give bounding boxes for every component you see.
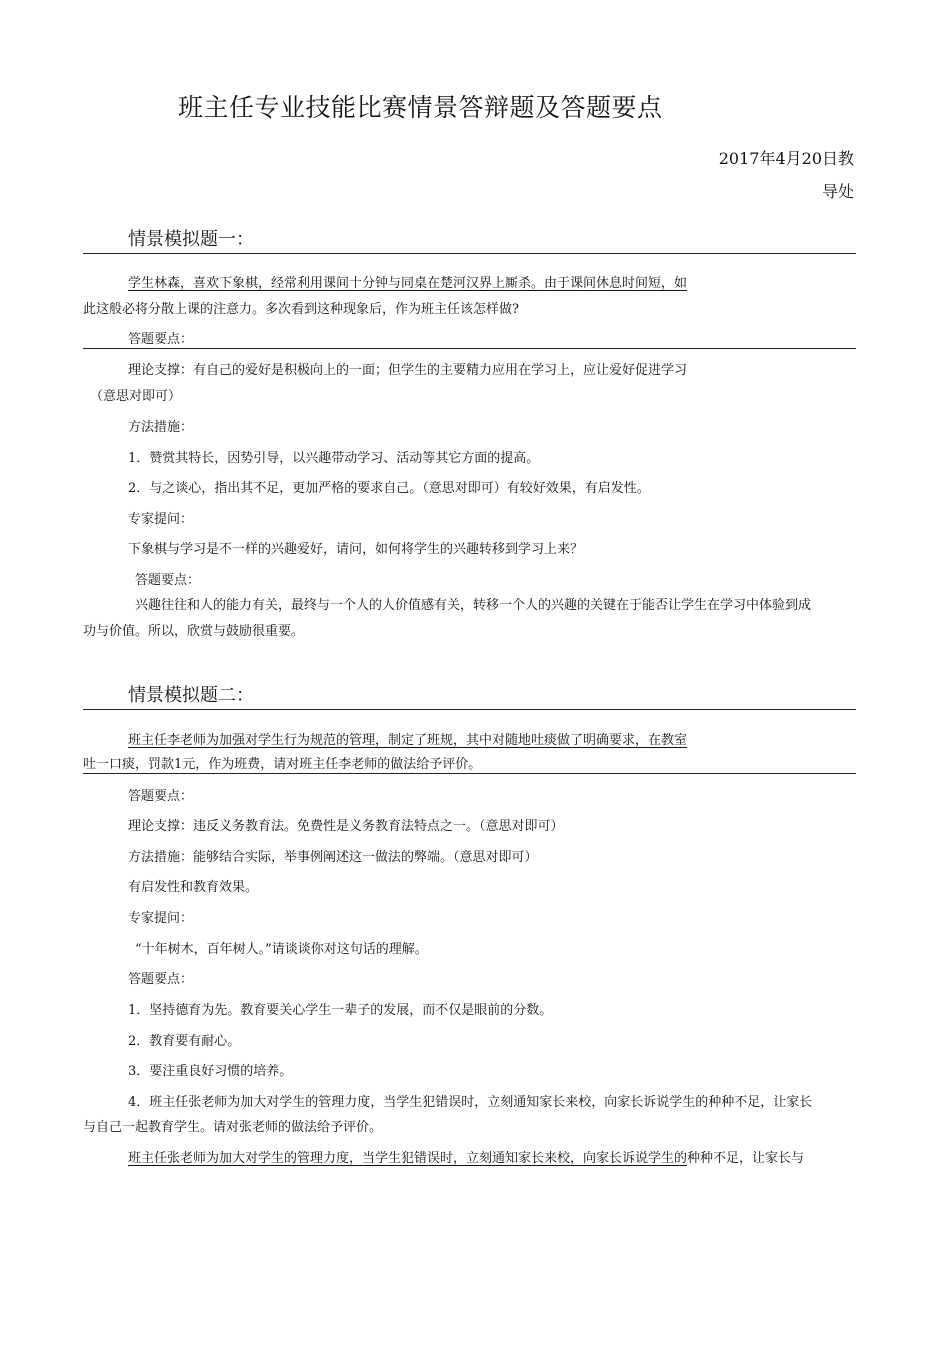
s1-theory-line-1: 理论支撑：有自己的爱好是积极向上的一面；但学生的主要精力应用在学习上，应让爱好促进学习: [128, 363, 688, 378]
s2-question-line-2: 吐一口痰，罚款1元，作为班费，请对班主任李老师的做法给予评价。: [83, 757, 482, 772]
s2-method: 方法措施：能够结合实际，举事例阐述这一做法的弊端。（意思对即可）: [128, 850, 538, 865]
document-title: 班主任专业技能比赛情景答辩题及答题要点: [178, 93, 663, 122]
s1-expert-answer-line-2: 功与价值。所以，欣赏与鼓励很重要。: [83, 624, 305, 639]
s1-method-2: 2．与之谈心，指出其不足，更加严格的要求自己。（意思对即可）有较好效果，有启发性。: [128, 481, 650, 496]
s2-last-line-rest: 种种不足，让家长与: [687, 1151, 805, 1166]
s2-answer-label-2: 答题要点：: [128, 972, 194, 987]
s2-theory: 理论支撑：违反义务教育法。免费性是义务教育法特点之一。（意思对即可）: [128, 819, 564, 834]
s2-answer-label: 答题要点：: [128, 789, 194, 804]
s1-answer-label: 答题要点：: [128, 332, 194, 347]
s2-expert-label: 专家提问：: [128, 911, 194, 926]
section-2-rule: [83, 709, 856, 710]
s1-question-line-1: 学生林森，喜欢下象棋，经常利用课间十分钟与同桌在楚河汉界上厮杀。由于课间休息时间短，如: [128, 276, 688, 291]
s2-answer-4-line-1: 4．班主任张老师为加大对学生的管理力度，当学生犯错误时，立刻通知家长来校，向家长诉说学生的种种不足，让家长: [128, 1095, 813, 1110]
s1-question-line-2: 此这般必将分散上课的注意力。多次看到这种现象后，作为班主任该怎样做?: [83, 302, 519, 317]
s1-method-label: 方法措施：: [128, 420, 194, 435]
document-date: 2017年4月20日教: [718, 149, 854, 168]
s1-method-1: 1．赞赏其特长，因势引导，以兴趣带动学习、活动等其它方面的提高。: [128, 451, 540, 466]
s1-expert-question: 下象棋与学习是不一样的兴趣爱好，请问，如何将学生的兴趣转移到学习上来？: [128, 542, 584, 557]
section-2-heading: 情景模拟题二：: [128, 685, 254, 706]
section-1-heading: 情景模拟题一：: [128, 229, 254, 250]
s2-last-line-underlined: 班主任张老师为加大对学生的管理力度，当学生犯错误时，立刻通知家长来校，向家长诉说学生的: [128, 1151, 688, 1166]
document-department: 导处: [821, 182, 854, 201]
s1-answer-rule: [83, 348, 856, 349]
s2-expert-question: “十年树木，百年树人。”请谈谈你对这句话的理解。: [135, 942, 428, 957]
s2-last-line: [128, 1147, 804, 1166]
s1-expert-answer-line-1: 兴趣往往和人的能力有关，最终与一个人的人价值感有关，转移一个人的兴趣的关键在于能否让学生在学习中体验到成: [135, 598, 812, 613]
s2-answer-2: 2．教育要有耐心。: [128, 1034, 241, 1049]
s1-answer-label-2: 答题要点：: [135, 573, 201, 588]
s2-question-rule: [83, 773, 856, 774]
s1-expert-label: 专家提问：: [128, 512, 194, 527]
s2-effect: 有启发性和教育效果。: [128, 880, 259, 895]
s2-answer-1: 1．坚持德育为先。教育要关心学生一辈子的发展，而不仅是眼前的分数。: [128, 1003, 553, 1018]
s2-question-line-1: 班主任李老师为加强对学生行为规范的管理，制定了班规，其中对随地吐痰做了明确要求，在教室: [128, 733, 688, 748]
s2-answer-4-line-2: 与自己一起教育学生。请对张老师的做法给予评价。: [83, 1120, 383, 1135]
s1-theory-line-2: （意思对即可）: [90, 389, 182, 404]
s2-answer-3: 3．要注重良好习惯的培养。: [128, 1064, 293, 1079]
section-1-rule: [83, 253, 856, 254]
